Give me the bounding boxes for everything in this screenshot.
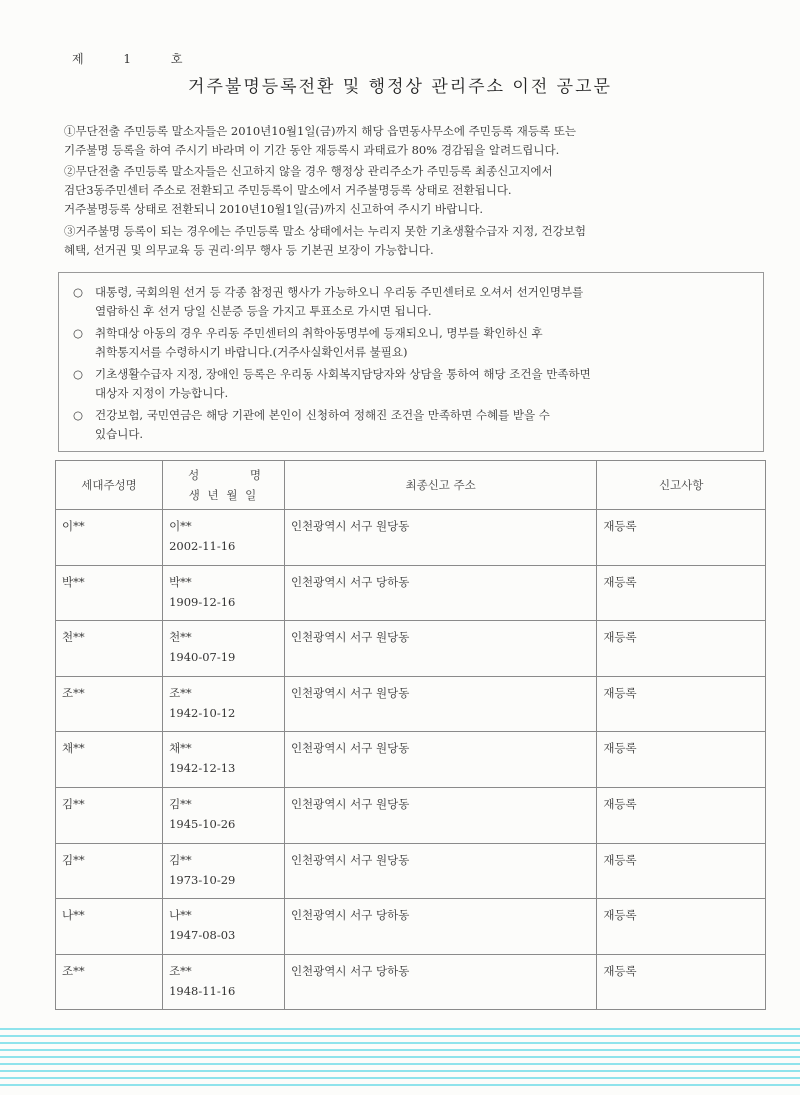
cell-report: 재등록 xyxy=(597,565,766,621)
cell-person xyxy=(163,621,285,677)
header-address: 최종신고 주소 xyxy=(284,461,596,510)
cell-person xyxy=(163,843,285,899)
cell-householder: 천** xyxy=(56,621,163,677)
info-item xyxy=(73,365,763,403)
document-number: 제 1 호 xyxy=(72,52,201,66)
cell-person xyxy=(163,510,285,566)
cell-report: 재등록 xyxy=(597,621,766,677)
cell-householder: 조** xyxy=(56,954,163,1010)
cell-person xyxy=(163,732,285,788)
cell-report: 재등록 xyxy=(597,899,766,955)
cell-person xyxy=(163,787,285,843)
cell-address: 인천광역시 서구 당하동 xyxy=(284,565,596,621)
cell-person xyxy=(163,954,285,1010)
info-line: 대통령, 국회의원 선거 등 각종 참정권 행사가 가능하오니 우리동 주민센터로 오셔서 선거인명부를 xyxy=(95,285,584,299)
cell-birth: 2002-11-16 xyxy=(169,539,236,553)
notice-line: 혜택, 선거권 및 의무교육 등 권리·의무 행사 등 기본권 보장이 가능합니다. xyxy=(64,243,434,257)
header-householder: 세대주성명 xyxy=(56,461,163,510)
header-name-birth xyxy=(163,461,285,510)
info-line: 건강보험, 국민연금은 해당 기관에 본인이 신청하여 정해진 조건을 만족하면 수혜를 받을 수 xyxy=(95,408,550,422)
notice-line: ③거주불명 등록이 되는 경우에는 주민등록 말소 상태에서는 누리지 못한 기초생활수급자 지정, 건강보험 xyxy=(64,224,586,238)
header-report: 신고사항 xyxy=(597,461,766,510)
notice-line: ①무단전출 주민등록 말소자들은 2010년10월1일(금)까지 해당 읍면동사무소에 주민등록 재등록 또는 xyxy=(64,124,576,138)
cell-name: 조** xyxy=(169,685,192,700)
cell-name: 천** xyxy=(169,630,192,645)
cell-report: 재등록 xyxy=(597,732,766,788)
cell-address: 인천광역시 서구 원당동 xyxy=(284,510,596,566)
info-item xyxy=(73,283,763,321)
cell-householder: 김** xyxy=(56,787,163,843)
stripe-line xyxy=(0,1049,800,1051)
cell-birth: 1948-11-16 xyxy=(169,983,236,998)
document-title: 거주불명등록전환 및 행정상 관리주소 이전 공고문 xyxy=(188,77,612,97)
stripe-line xyxy=(0,1063,800,1065)
info-line: 기초생활수급자 지정, 장애인 등록은 우리동 사회복지담당자와 상담을 통하여 해당 조건을 만족하면 xyxy=(95,367,591,381)
info-item xyxy=(73,406,763,444)
cell-name: 이** xyxy=(169,519,192,533)
decorative-stripes xyxy=(0,1028,800,1095)
stripe-line xyxy=(0,1056,800,1058)
records-table xyxy=(55,460,766,1010)
cell-birth: 1947-08-03 xyxy=(169,928,236,943)
cell-householder: 이** xyxy=(56,510,163,566)
notice-line: 검단3동주민센터 주소로 전환되고 주민등록이 말소에서 거주불명등록 상태로 전환됩니다. xyxy=(64,183,512,197)
table-row xyxy=(56,843,766,899)
cell-address: 인천광역시 서구 원당동 xyxy=(284,676,596,732)
circle-bullet-icon: ○ xyxy=(73,367,84,381)
stripe-line xyxy=(0,1084,800,1086)
cell-person xyxy=(163,565,285,621)
notice-line: 기주불명 등록을 하여 주시기 바라며 이 기간 동안 재등록시 과태료가 80% 경감됨을 알려드립니다. xyxy=(64,143,560,157)
cell-birth: 1945-10-26 xyxy=(169,816,236,831)
cell-address: 인천광역시 서구 원당동 xyxy=(284,787,596,843)
cell-address: 인천광역시 서구 원당동 xyxy=(284,621,596,677)
table-header-row xyxy=(56,461,766,510)
info-item xyxy=(73,324,763,362)
cell-householder: 채** xyxy=(56,732,163,788)
info-line: 있습니다. xyxy=(95,427,144,441)
cell-name: 김** xyxy=(169,796,192,811)
cell-address: 인천광역시 서구 원당동 xyxy=(284,732,596,788)
notice-paragraph-2 xyxy=(64,162,754,219)
cell-birth: 1940-07-19 xyxy=(169,650,236,665)
table-row xyxy=(56,954,766,1010)
circle-bullet-icon: ○ xyxy=(73,285,84,299)
cell-report: 재등록 xyxy=(597,954,766,1010)
cell-report: 재등록 xyxy=(597,676,766,732)
table-row xyxy=(56,787,766,843)
header-name-right: 명 xyxy=(249,468,263,482)
stripe-line xyxy=(0,1042,800,1044)
stripe-line xyxy=(0,1070,800,1072)
notice-paragraph-1 xyxy=(64,122,754,160)
cell-householder: 김** xyxy=(56,843,163,899)
cell-householder: 박** xyxy=(56,565,163,621)
cell-householder: 조** xyxy=(56,676,163,732)
cell-birth: 1973-10-29 xyxy=(169,872,236,887)
table-row xyxy=(56,565,766,621)
cell-address: 인천광역시 서구 당하동 xyxy=(284,899,596,955)
table-row xyxy=(56,510,766,566)
cell-report: 재등록 xyxy=(597,510,766,566)
stripe-line xyxy=(0,1035,800,1037)
table-row xyxy=(56,732,766,788)
circle-bullet-icon: ○ xyxy=(73,326,84,340)
cell-person xyxy=(163,676,285,732)
table-row xyxy=(56,676,766,732)
circle-bullet-icon: ○ xyxy=(73,408,84,422)
cell-birth: 1942-12-13 xyxy=(169,761,236,776)
notice-paragraph-3 xyxy=(64,222,754,260)
cell-report: 재등록 xyxy=(597,787,766,843)
header-name-left: 성 xyxy=(188,468,202,482)
table-row xyxy=(56,899,766,955)
cell-birth: 1942-10-12 xyxy=(169,705,236,720)
cell-report: 재등록 xyxy=(597,843,766,899)
cell-householder: 나** xyxy=(56,899,163,955)
cell-name: 조** xyxy=(169,963,192,978)
cell-name: 김** xyxy=(169,852,192,867)
stripe-line xyxy=(0,1028,800,1030)
header-birth: 생 년 월 일 xyxy=(188,488,259,502)
cell-birth: 1909-12-16 xyxy=(169,594,236,609)
header-name xyxy=(164,465,283,485)
info-line: 열람하신 후 선거 당일 신분증 등을 가지고 투표소로 가시면 됩니다. xyxy=(95,304,432,318)
info-line: 취학대상 아동의 경우 우리동 주민센터의 취학아동명부에 등재되오니, 명부를 확인하신 후 xyxy=(95,326,543,340)
table-row xyxy=(56,621,766,677)
cell-person xyxy=(163,899,285,955)
info-line: 대상자 지정이 가능합니다. xyxy=(95,386,229,400)
cell-name: 채** xyxy=(169,741,192,756)
notice-line: ②무단전출 주민등록 말소자들은 신고하지 않을 경우 행정상 관리주소가 주민등록 최종신고지에서 xyxy=(64,164,553,178)
notice-line: 거주불명등록 상태로 전환되니 2010년10월1일(금)까지 신고하여 주시기 바랍니다. xyxy=(64,202,484,216)
cell-name: 나** xyxy=(169,908,192,923)
info-line: 취학통지서를 수령하시기 바랍니다.(거주사실확인서류 불필요) xyxy=(95,345,408,359)
cell-name: 박** xyxy=(169,574,192,589)
cell-address: 인천광역시 서구 당하동 xyxy=(284,954,596,1010)
info-box xyxy=(58,272,764,452)
stripe-line xyxy=(0,1077,800,1079)
cell-address: 인천광역시 서구 원당동 xyxy=(284,843,596,899)
